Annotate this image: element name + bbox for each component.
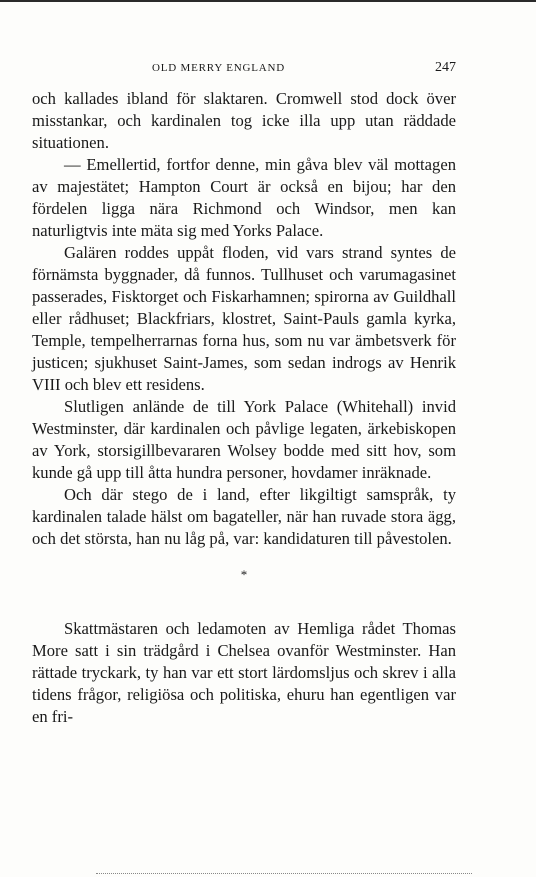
paragraph-5: Och där stego de i land, efter likgiltigt samspråk, ty kardinalen talade hälst om bagateller, när han ruvade stora ägg, och det största, han nu låg på, var: kandidaturen till påvestolen. <box>32 485 456 548</box>
top-rule <box>0 0 536 2</box>
paragraph-3: Galären roddes uppåt floden, vid vars strand syntes de förnämsta byggnader, då funnos. Tullhuset och varumagasinet passerades, Fisktorget och Fiskarhamnen; spirorna av Guildhall eller rådhuset; Blackfriars, klostret, Saint-Pauls gamla kyrka, Temple, tempelherrarnas forna hus, som nu var ämbetsverk för justicen; sjukhuset Saint-James, som sedan indrogs av Henrik VIII och blev ett residens. <box>32 243 456 394</box>
page-header <box>52 62 456 78</box>
section-separator: * <box>240 567 248 582</box>
paragraph-2: — Emellertid, fortfor denne, min gåva blev väl mottagen av majestätet; Hampton Court är också en bijou; har den fördelen ligga nära Richmond och Windsor, men kan naturligtvis inte mäta sig med Yorks Palace. <box>32 155 456 240</box>
bottom-rule <box>96 873 472 874</box>
body-text <box>32 88 456 728</box>
section-paragraph: Skattmästaren och ledamoten av Hemliga rådet Thomas More satt i sin trädgård i Chelsea ovanför Westminster. Han rättade tryckark, ty han var ett stort lärdomsljus och skrev i alla tidens frågor, religiösa och politiska, ehuru han egentligen var en fri- <box>32 619 456 726</box>
page-number: 247 <box>435 60 456 75</box>
paragraph-1: och kallades ibland för slaktaren. Cromwell stod dock över misstankar, och kardinalen tog icke illa upp utan räddade situationen. <box>32 89 456 152</box>
paragraph-4: Slutligen anlände de till York Palace (Whitehall) invid Westminster, där kardinalen och påvlige legaten, ärkebiskopen av York, storsigillbevararen Wolsey bodde med sitt hov, som kunde gå upp till åtta hundra personer, hovdamer inräknade. <box>32 397 456 482</box>
running-title: OLD MERRY ENGLAND <box>152 62 285 74</box>
